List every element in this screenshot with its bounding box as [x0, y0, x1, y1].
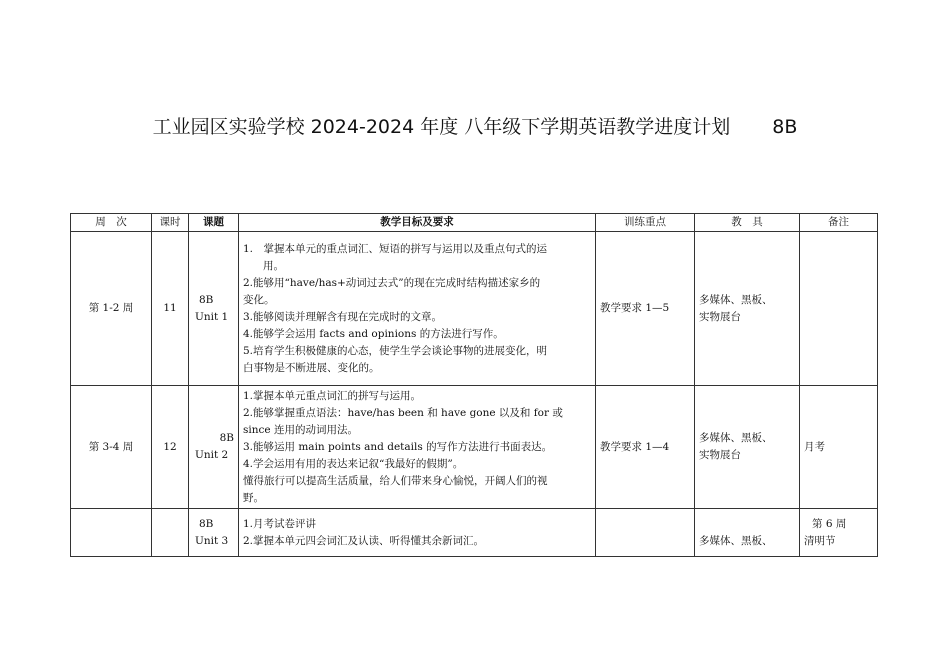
aids-line: 实物展台 [699, 310, 741, 323]
hours-cell [152, 509, 189, 557]
topic-grade: 8B [199, 517, 214, 530]
goal-line: 懂得旅行可以提高生活质量，给人们带来身心愉悦，开阔人们的视 [243, 474, 548, 487]
notes-line: 第 6 周 [812, 517, 847, 530]
goal-line: 4.学会运用有用的表达来记叙“我最好的假期”。 [243, 457, 464, 470]
goal-line: 1. 掌握本单元的重点词汇、短语的拼写与运用以及重点句式的运 [243, 242, 548, 255]
notes-cell [800, 232, 878, 386]
header-week: 周 次 [71, 214, 152, 232]
notes-cell [800, 509, 878, 557]
topic-unit: Unit 2 [195, 449, 229, 461]
aids-line: 多媒体、黑板、 [699, 535, 773, 547]
title-main: 工业园区实验学校 2024-2024 年度 八年级下学期英语教学进度计划 [152, 116, 731, 138]
aids-cell [695, 232, 800, 386]
goals-cell [239, 386, 596, 509]
header-row [71, 214, 878, 232]
table-row [71, 232, 878, 386]
goal-line: 白事物是不断进展、变化的。 [243, 361, 380, 374]
aids-cell [695, 386, 800, 509]
topic-grade: 8B [199, 293, 214, 306]
hours-cell: 12 [152, 386, 189, 509]
aids-line: 多媒体、黑板、 [699, 432, 773, 444]
header-focus: 训练重点 [596, 214, 695, 232]
header-goals: 教学目标及要求 [239, 214, 596, 232]
header-hours: 课时 [152, 214, 189, 232]
notes-line: 清明节 [804, 534, 836, 547]
goal-line: 2.能够掌握重点语法：have/has been 和 have gone 以及和 for 或 [243, 406, 563, 419]
header-topic: 课题 [189, 214, 239, 232]
focus-cell: 教学要求 1—4 [596, 386, 695, 509]
focus-cell [596, 509, 695, 557]
goal-line: 4.能够学会运用 facts and opinions 的方法进行写作。 [243, 327, 504, 340]
goal-line: 2.能够用“have/has+动词过去式”的现在完成时结构描述家乡的 [243, 276, 541, 289]
goal-line: 5.培育学生积极健康的心态，使学生学会谈论事物的进展变化，明 [243, 344, 548, 357]
week-cell [71, 509, 152, 557]
topic-cell [189, 232, 239, 386]
goal-line: 野。 [243, 491, 264, 504]
hours-cell: 11 [152, 232, 189, 386]
aids-cell [695, 509, 800, 557]
goal-line: since 连用的动词用法。 [243, 423, 358, 436]
goal-line: 3.能够阅读并理解含有现在完成时的文章。 [243, 310, 443, 323]
header-notes: 备注 [800, 214, 878, 232]
title-code: 8B [772, 116, 798, 138]
notes-line: 月考 [804, 440, 825, 453]
focus-cell: 教学要求 1—5 [596, 232, 695, 386]
goal-line: 1.掌握本单元重点词汇的拼写与运用。 [243, 389, 422, 402]
topic-unit: Unit 3 [195, 534, 229, 547]
topic-grade: 8B [219, 432, 234, 444]
week-cell: 第 3-4 周 [71, 386, 152, 509]
goal-line: 变化。 [243, 293, 275, 306]
page-title [0, 112, 950, 139]
goal-line: 3.能够运用 main points and details 的写作方法进行书面表达。 [243, 440, 553, 453]
topic-cell [189, 386, 239, 509]
goal-line: 用。 [263, 259, 284, 272]
goals-cell [239, 232, 596, 386]
header-aids: 教 具 [695, 214, 800, 232]
schedule-table [70, 213, 878, 557]
goals-cell [239, 509, 596, 557]
topic-cell [189, 509, 239, 557]
goal-line: 2.掌握本单元四会词汇及认读、听得懂其余新词汇。 [243, 534, 485, 547]
aids-line: 实物展台 [699, 449, 741, 461]
goal-line: 1.月考试卷评讲 [243, 517, 317, 530]
topic-unit: Unit 1 [195, 310, 229, 323]
table-row [71, 509, 878, 557]
table-row [71, 386, 878, 509]
aids-line: 多媒体、黑板、 [699, 293, 773, 306]
notes-cell [800, 386, 878, 509]
week-cell: 第 1-2 周 [71, 232, 152, 386]
